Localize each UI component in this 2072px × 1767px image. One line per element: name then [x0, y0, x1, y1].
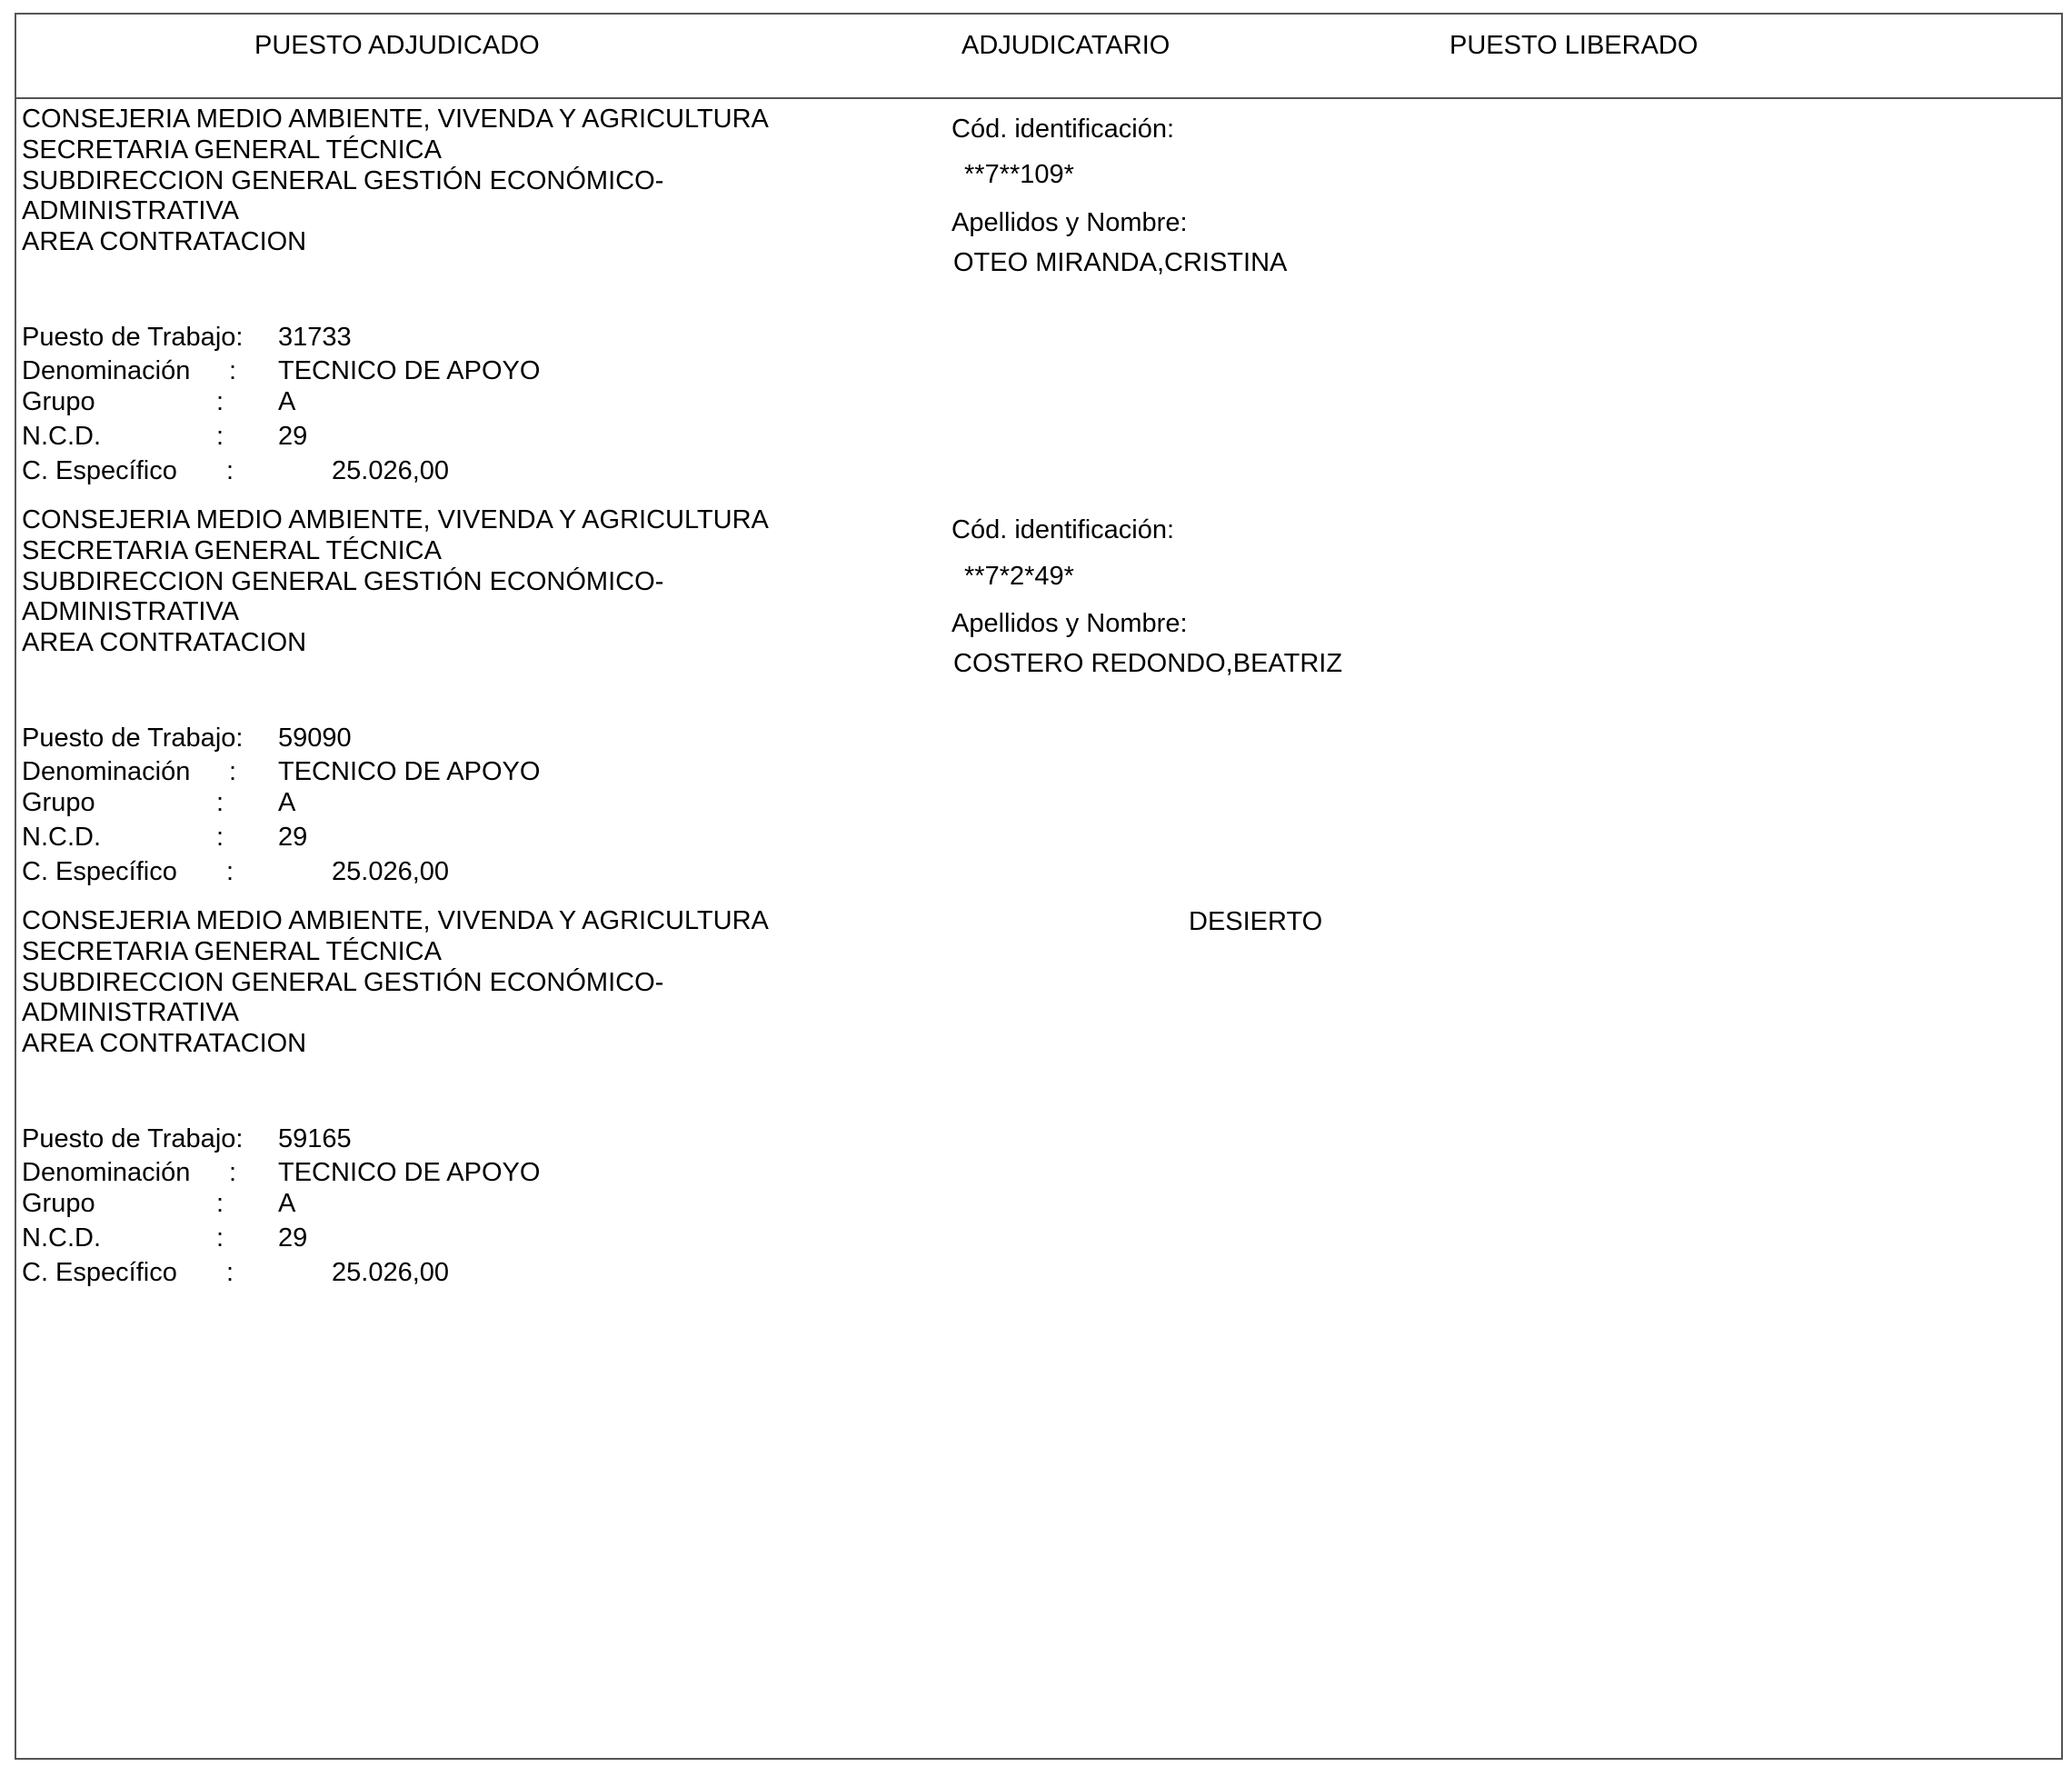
puesto-label: Puesto de Trabajo:: [22, 724, 244, 753]
org-line: ADMINISTRATIVA: [22, 597, 239, 627]
colon: :: [216, 422, 224, 451]
puesto-value: 31733: [278, 323, 352, 352]
nombre-value: COSTERO REDONDO,BEATRIZ: [953, 649, 1343, 678]
org-line: SUBDIRECCION GENERAL GESTIÓN ECONÓMICO-: [22, 566, 664, 596]
header-puesto-adjudicado: PUESTO ADJUDICADO: [254, 31, 540, 60]
cod-value: **7**109*: [964, 160, 1074, 189]
header-separator: [15, 97, 2063, 99]
grupo-label: Grupo: [22, 788, 95, 817]
grupo-value: A: [278, 387, 296, 416]
especifico-label: C. Específico: [22, 456, 177, 485]
ncd-label: N.C.D.: [22, 422, 101, 451]
org-line: SECRETARIA GENERAL TÉCNICA: [22, 535, 442, 565]
grupo-value: A: [278, 1189, 296, 1218]
colon: :: [229, 1158, 237, 1187]
puesto-value: 59090: [278, 724, 352, 753]
organization-block: [22, 105, 769, 258]
org-line: CONSEJERIA MEDIO AMBIENTE, VIVENDA Y AGRICULTURA: [22, 105, 769, 134]
ncd-value: 29: [278, 823, 308, 852]
grupo-label: Grupo: [22, 387, 95, 416]
nombre-value: OTEO MIRANDA,CRISTINA: [953, 248, 1288, 277]
grupo-label: Grupo: [22, 1189, 95, 1218]
ncd-label: N.C.D.: [22, 1223, 101, 1253]
org-line: ADMINISTRATIVA: [22, 998, 239, 1028]
colon: :: [226, 456, 234, 485]
colon: :: [216, 387, 224, 416]
colon: :: [229, 356, 237, 385]
especifico-label: C. Específico: [22, 1258, 177, 1287]
header-puesto-liberado: PUESTO LIBERADO: [1449, 31, 1698, 60]
colon: :: [216, 788, 224, 817]
org-line: CONSEJERIA MEDIO AMBIENTE, VIVENDA Y AGRICULTURA: [22, 906, 769, 935]
header-adjudicatario: ADJUDICATARIO: [961, 31, 1170, 60]
colon: :: [216, 1189, 224, 1218]
ncd-value: 29: [278, 1223, 308, 1253]
colon: :: [216, 1223, 224, 1253]
colon: :: [226, 1258, 234, 1287]
denominacion-label: Denominación: [22, 1158, 191, 1187]
colon: :: [229, 757, 237, 786]
org-line: CONSEJERIA MEDIO AMBIENTE, VIVENDA Y AGRICULTURA: [22, 505, 769, 534]
org-line: SUBDIRECCION GENERAL GESTIÓN ECONÓMICO-: [22, 967, 664, 997]
org-line: SUBDIRECCION GENERAL GESTIÓN ECONÓMICO-: [22, 165, 664, 195]
org-line: AREA CONTRATACION: [22, 1029, 307, 1058]
especifico-value: 25.026,00: [332, 1258, 450, 1287]
puesto-label: Puesto de Trabajo:: [22, 323, 244, 352]
denominacion-value: TECNICO DE APOYO: [278, 1158, 541, 1187]
org-line: SECRETARIA GENERAL TÉCNICA: [22, 936, 442, 966]
org-line: ADMINISTRATIVA: [22, 196, 239, 226]
especifico-label: C. Específico: [22, 857, 177, 886]
org-line: AREA CONTRATACION: [22, 628, 307, 657]
desierto-status: DESIERTO: [1189, 907, 1323, 936]
colon: :: [216, 823, 224, 852]
org-line: SECRETARIA GENERAL TÉCNICA: [22, 135, 442, 165]
ncd-label: N.C.D.: [22, 823, 101, 852]
grupo-value: A: [278, 788, 296, 817]
denominacion-value: TECNICO DE APOYO: [278, 356, 541, 385]
apellidos-label: Apellidos y Nombre:: [951, 208, 1188, 237]
org-line: AREA CONTRATACION: [22, 227, 307, 256]
cod-label: Cód. identificación:: [951, 515, 1175, 544]
ncd-value: 29: [278, 422, 308, 451]
organization-block: [22, 505, 769, 659]
especifico-value: 25.026,00: [332, 857, 450, 886]
puesto-label: Puesto de Trabajo:: [22, 1124, 244, 1153]
colon: :: [226, 857, 234, 886]
cod-label: Cód. identificación:: [951, 115, 1175, 144]
denominacion-label: Denominación: [22, 356, 191, 385]
especifico-value: 25.026,00: [332, 456, 450, 485]
denominacion-value: TECNICO DE APOYO: [278, 757, 541, 786]
cod-value: **7*2*49*: [964, 562, 1074, 591]
apellidos-label: Apellidos y Nombre:: [951, 609, 1188, 638]
organization-block: [22, 906, 769, 1060]
denominacion-label: Denominación: [22, 757, 191, 786]
puesto-value: 59165: [278, 1124, 352, 1153]
